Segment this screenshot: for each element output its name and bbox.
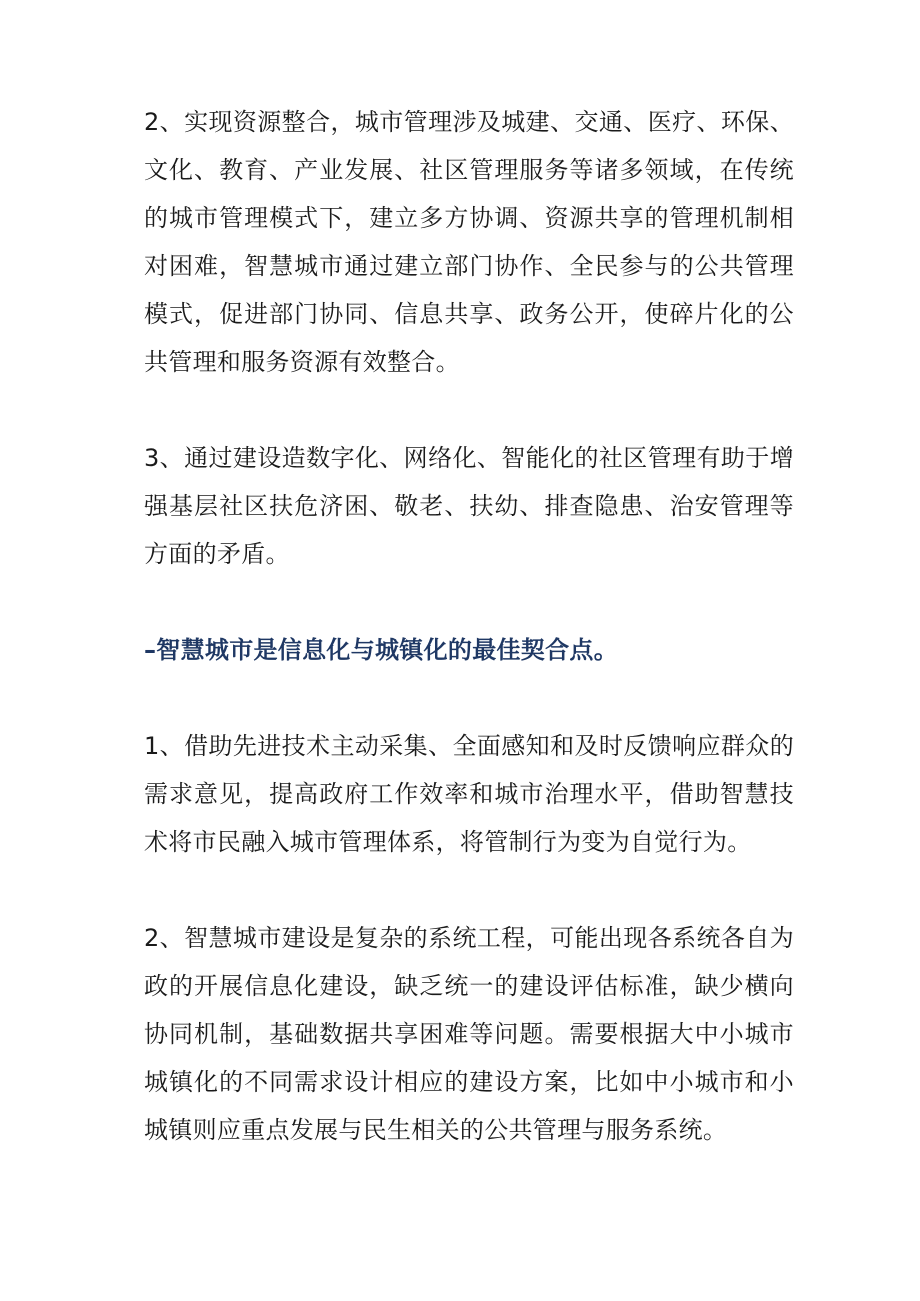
paragraph-advanced-technology: 1、借助先进技术主动采集、全面感知和及时反馈响应群众的需求意见，提高政府工作效率和城市治理水平，借助智慧技术将市民融入城市管理体系，将管制行为变为自觉行为。 — [144, 732, 794, 856]
paragraph-resource-integration: 2、实现资源整合，城市管理涉及城建、交通、医疗、环保、文化、教育、产业发展、社区管理服务等诸多领域，在传统的城市管理模式下，建立多方协调、资源共享的管理机制相对困难，智慧城市通过建立部门协作、全民参与的公共管理模式，促进部门协同、信息共享、政务公开，使碎片化的公共管理和服务资源有效整合。 — [144, 108, 794, 376]
paragraph-community-management: 3、通过建设造数字化、网络化、智能化的社区管理有助于增强基层社区扶危济困、敬老、扶幼、排查隐患、治安管理等方面的矛盾。 — [144, 444, 794, 568]
paragraph-spacer — [144, 674, 794, 722]
paragraph-spacer — [144, 578, 794, 626]
paragraph-spacer — [144, 866, 794, 914]
document-page — [144, 98, 794, 1154]
paragraph-spacer — [144, 386, 794, 434]
section-heading: –智慧城市是信息化与城镇化的最佳契合点。 — [144, 636, 618, 664]
paragraph-system-engineering: 2、智慧城市建设是复杂的系统工程，可能出现各系统各自为政的开展信息化建设，缺乏统一的建设评估标准，缺少横向协同机制，基础数据共享困难等问题。需要根据大中小城市城镇化的不同需求设计相应的建设方案，比如中小城市和小城镇则应重点发展与民生相关的公共管理与服务系统。 — [144, 924, 794, 1144]
